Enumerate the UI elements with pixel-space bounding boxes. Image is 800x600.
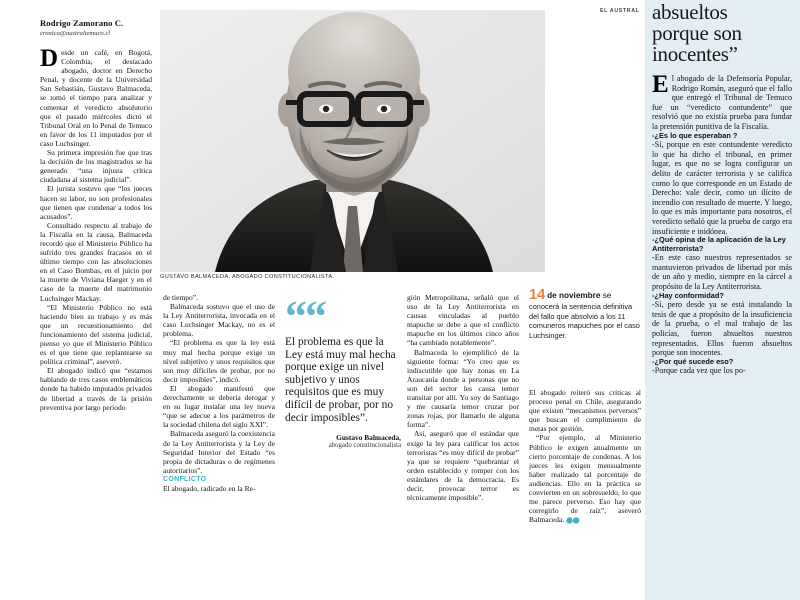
paragraph: Su primera impresión fue que tras la decisión de los magistrados se ha generado “una injusta crítica ciudadana al sistema judicial”. bbox=[40, 148, 152, 185]
headline-line-2: porque son bbox=[652, 21, 742, 45]
paragraph: gión Metropolitana, señaló que el uso de la Ley Antiterrorista en causas vinculadas al pueblo mapuche se debe a que el conflicto mapuche en los últimos cinco años “ha cambiado notablemente”. bbox=[407, 293, 519, 348]
pull-quote-author: Gustavo Balmaceda, bbox=[336, 433, 401, 443]
sidebar-article bbox=[652, 0, 792, 600]
interview-question: -¿Por qué sucede eso? bbox=[652, 356, 734, 366]
date-highlight bbox=[529, 288, 643, 340]
interview-answer: -En este caso nuestros representados se mantuvieron privados de libertad por más de un año y medio, siempre en la cárcel a propósito de la Ley Antiterrorista. bbox=[652, 253, 792, 292]
paragraph: “El Ministerio Público no está haciendo bien su trabajo y es más que un recuestionamiento del funcionamiento del sistema judicial, pienso yo que el Ministerio Público es el que tiene que replantearse su política criminal”, aseveró. bbox=[40, 302, 152, 367]
photo-caption: GUSTAVO BALMACEDA, ABOGADO CONSTITUCIONALISTA. bbox=[160, 274, 335, 280]
masthead-label: EL AUSTRAL bbox=[600, 8, 640, 14]
headline-line-3: inocentes” bbox=[652, 42, 738, 66]
interview-answer: -Sí, porque en este contundente veredicto lo que ha dicho el tribunal, en primer lugar, es que no se logra configurar un delito de carácter terrorista y se califica como lo que corresponde en un Estado de Derecho: vale decir, como un ilícito de incendio con resultado de muerte. Y luego, lo que es más importante para nosotros, el veredicto señaló que la prueba de cargo era insuficiente e inidónea. bbox=[652, 140, 792, 236]
article-column-5 bbox=[529, 388, 641, 593]
paragraph: El abogado, radicado en la Re- bbox=[163, 483, 256, 493]
paragraph: Balmaceda sostuvo que el uso de la Ley Antiterrorista, invocada en el caso Luchsinger Mackay, no es el problema. bbox=[163, 302, 275, 339]
date-highlight-tail: se bbox=[602, 291, 612, 300]
paragraph-text: l abogado de la Defensoría Popular, Rodrigo Román, aseguró que el fallo que entregó el Tribunal de Temuco fue un “veredicto contundente” que resolvió que no existía prueba para fundar la pretensión punitiva de la Fiscalía. bbox=[652, 74, 792, 131]
headline-line-1: absueltos bbox=[652, 0, 728, 24]
article-column-2 bbox=[163, 293, 275, 593]
pull-quote-text: El problema es que la Ley está muy mal hecha porque exige un nivel subjetivo y unos requisitos que es muy difícil de probar, por no decir imposibles”. bbox=[285, 336, 396, 424]
paragraph bbox=[652, 71, 792, 132]
article-column-4 bbox=[407, 293, 519, 593]
quote-mark-icon: ““ bbox=[285, 300, 325, 334]
date-highlight-body: conocerá la sentencia definitiva del fallo que absolvió a los 11 comuneros mapuches por el caso Luchsinger. bbox=[529, 302, 640, 340]
pull-quote-role: abogado constitucionalista bbox=[328, 442, 401, 450]
paragraph: Balmaceda aseguró la coexistencia de la Ley Antiterrorista y la Ley de Seguridad Interior del Estado “es propia de dictaduras o de regímenes autoritarios”. bbox=[163, 429, 275, 475]
paragraph: El jurista sostuvo que “los jueces hacen su labor, no son profesionales que tienen que condenar a todos los acusados”. bbox=[40, 184, 152, 221]
paragraph: El abogado manifestó que derechamente se debería derogar y en su lugar instalar una ley nueva “que se adecue a los parámetros de la sociedad chilena del siglo XXI”. bbox=[163, 383, 275, 430]
paragraph: Balmaceda lo ejemplificó de la siguiente forma: “Yo creo que es indiscutible que hay zonas en La Araucanía donde a personas que no son del sector les causa temor transitar por allí. Yo soy de Santiago y me causaría temor cruzar por zonas rojas, por llamarlo de alguna forma”. bbox=[407, 347, 519, 430]
date-highlight-heading bbox=[529, 288, 643, 302]
interview-question: -¿Qué opina de la aplicación de la Ley Antiterrorista? bbox=[652, 235, 786, 253]
sidebar-dropcap: E bbox=[652, 71, 669, 98]
interview-answer: -Sí, pero desde ya se está instalando la tesis de que a propósito de la insuficiencia de la prueba, o el mal trabajo de las policías, fueron absueltos nuestros representados. Ellos fueron absueltos porque son inocentes. bbox=[652, 300, 792, 358]
article-column-1 bbox=[40, 48, 152, 593]
paragraph: Así, aseguró que el estándar que exige la ley para calificar los actos terroristas “es muy difícil de probar” ya que se requiere “quebrantar el orden establecido y romper con los estándares de la democracia. Es decir, provocar terror es técnicamente imposible”. bbox=[407, 429, 519, 503]
byline-email: cronica@australtemuco.cl bbox=[40, 30, 111, 37]
paragraph: de tiempo”. bbox=[163, 293, 198, 302]
dropcap: D bbox=[40, 48, 59, 72]
portrait-photo-image bbox=[160, 10, 545, 272]
paragraph: Consultado respecto al trabajo de la Fiscalía en la causa, Balmaceda recordó que el Ministerio Público ha sufrido tres grandes fracasos en el último tiempo con las absoluciones en el Caso Bombas, en el juicio por la muerte de Viviana Haeger y en el caso de la muerte del matrimonio Luchsinger Mackay. bbox=[40, 220, 152, 303]
paragraph-text: “Por ejemplo, al Ministerio Público le exigen anualmente un cierto porcentaje de condenas. A los jueces les exigen mensualmente haber realizado tal porcentaje de audiencias. Ello en la práctica se convierten en un sobresueldo, lo que me parece perverso. Eso hay que corregirlo de raíz”, aseveró Balmaceda. bbox=[529, 433, 641, 525]
pull-quote bbox=[285, 300, 401, 449]
headline bbox=[652, 2, 792, 65]
paragraph-text: esde un café, en Bogotá, Colombia, el destacado abogado, doctor en Derecho Penal, y docente de la Universidad San Sebastián, Gustavo Balmaceda, se tomó el tiempo para analizar y comentar el veredicto absolutorio que el pasado miércoles dictó el Tribunal Oral en lo Penal de Temuco en favor de los 11 imputados por el caso Luchsinger. bbox=[40, 48, 152, 148]
section-kicker: CONFLICTO bbox=[163, 475, 207, 483]
sidebar-body bbox=[652, 71, 792, 376]
end-mark-icon: ⬤⬤ bbox=[566, 518, 580, 525]
paragraph bbox=[40, 48, 152, 148]
interview-answer: -Porque cada vez que los po- bbox=[652, 366, 746, 376]
paragraph bbox=[529, 433, 641, 526]
portrait-photo bbox=[160, 10, 545, 272]
byline bbox=[40, 18, 170, 37]
interview-question: -¿Hay conformidad? bbox=[652, 290, 724, 300]
date-highlight-number: 14 bbox=[529, 286, 545, 303]
paragraph: El abogado reiteró sus críticas al proceso penal en Chile, asegurando que existen “mecanismos perversos” que buscan el cumplimiento de metas por gestión. bbox=[529, 388, 641, 434]
date-highlight-lead: de noviembre bbox=[547, 291, 601, 300]
paragraph: “El problema es que la ley está muy mal hecha porque exige un nivel subjetivo y unos requisitos que son muy difíciles de probar, por no decir imposibles”, indicó. bbox=[163, 338, 275, 384]
paragraph: El abogado indicó que “estamos hablando de tres casos emblemáticos donde ha habido imputados privados de libertad a través de la prisión preventiva por largo periodo bbox=[40, 366, 152, 412]
interview-question: -¿Es lo que esperaban ? bbox=[652, 130, 738, 140]
byline-author-name: Rodrigo Zamorano C. bbox=[40, 18, 124, 28]
